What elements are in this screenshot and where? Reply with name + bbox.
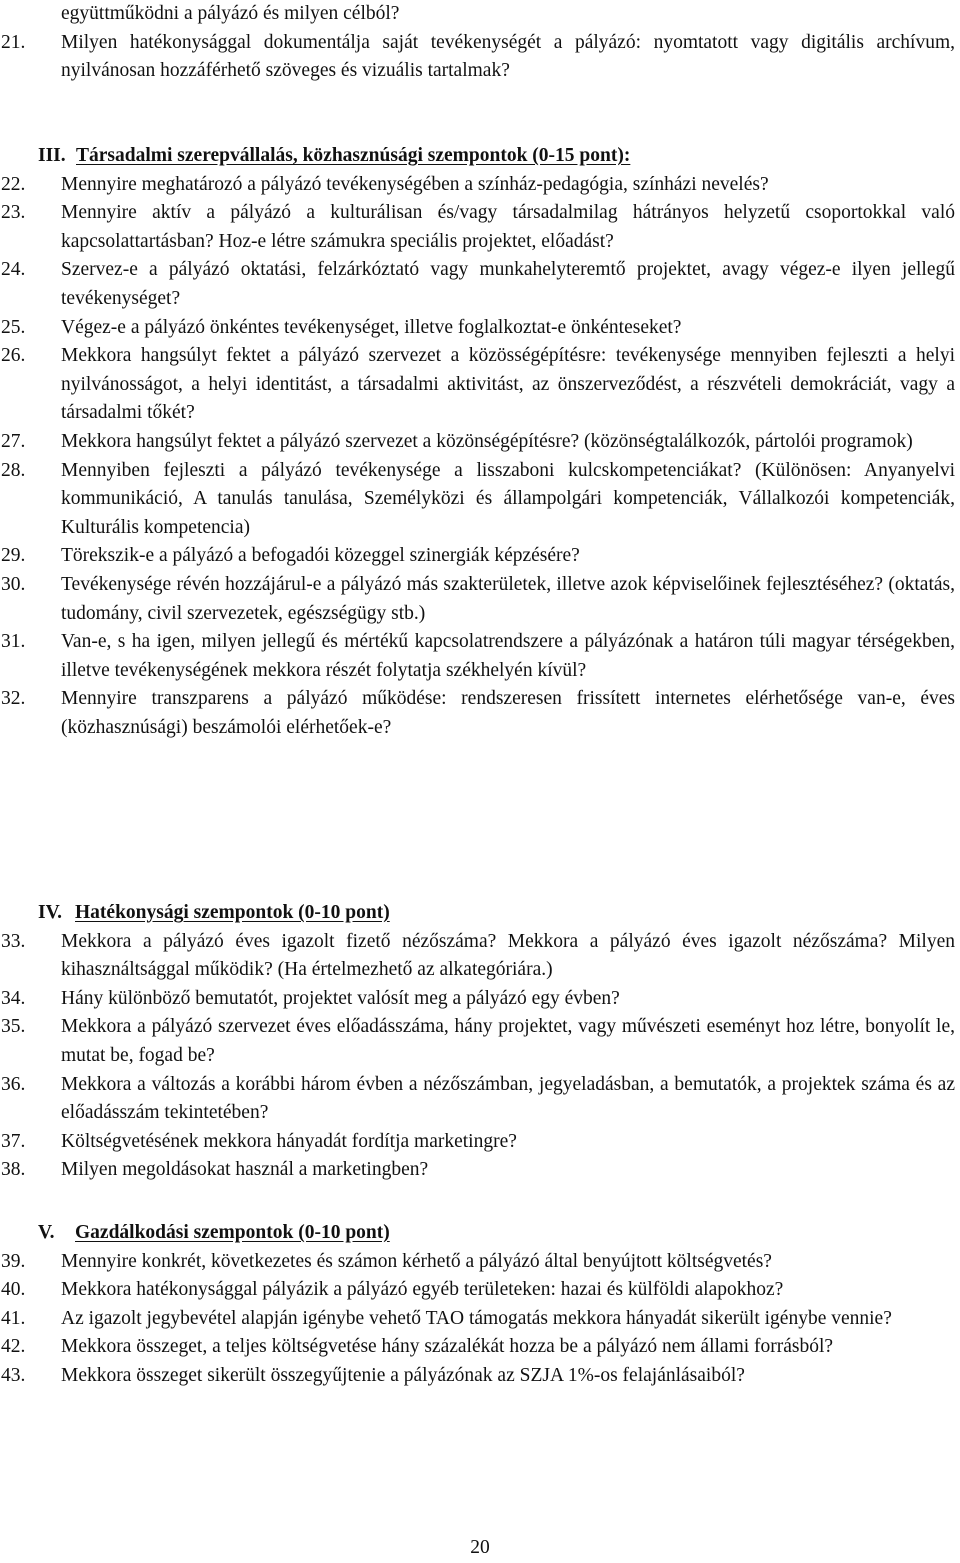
section-heading	[0, 1219, 960, 1248]
section-roman-numeral: IV.	[38, 902, 63, 923]
item-text: Hány különböző bemutatót, projektet valósít meg a pályázó egy évben?	[61, 987, 620, 1009]
section-heading	[0, 142, 960, 171]
list-item	[0, 1013, 960, 1070]
list-item	[0, 342, 960, 428]
list-item	[0, 1305, 960, 1334]
item-text: Mennyire aktív a pályázó a kulturálisan és/vagy társadalmilag hátrányos helyzetű csoportokkal való kapcsolattartásban? Hoz-e létre számukra speciális projektet, előadást?	[61, 202, 955, 252]
item-number: 40.	[1, 1279, 26, 1301]
section-heading	[0, 899, 960, 928]
item-text: Mennyiben fejleszti a pályázó tevékenysége a lisszaboni kulcskompetenciákat? (Különösen: Anyanyelvi kommunikáció, A tanulás tanulása, Személyközi és állampolgári kompetenciák, Vállalkozói kompetenciák, Kulturális kompetencia)	[61, 459, 955, 538]
list-item	[0, 1248, 960, 1277]
list-item	[0, 685, 960, 742]
list-item	[0, 1362, 960, 1391]
continuation-line: együttműködni a pályázó és milyen célból?	[61, 3, 400, 24]
item-number: 39.	[1, 1250, 26, 1272]
item-number: 24.	[1, 259, 26, 281]
section-iv	[0, 899, 960, 1185]
list-item	[0, 571, 960, 628]
list-item	[0, 628, 960, 685]
item-text: Törekszik-e a pályázó a befogadói közeggel szinergiák képzésére?	[61, 545, 580, 567]
list-item	[0, 457, 960, 543]
item-number: 27.	[1, 430, 26, 452]
item-number: 29.	[1, 545, 26, 567]
list-item	[0, 1156, 960, 1185]
list-item	[0, 542, 960, 571]
top-item-list	[0, 29, 960, 86]
item-text: Mekkora összeget sikerült összegyűjtenie a pályázónak az SZJA 1%-os felajánlásaiból?	[61, 1364, 745, 1386]
item-text: Milyen hatékonysággal dokumentálja saját tevékenységét a pályázó: nyomtatott vagy digitális archívum, nyilvánosan hozzáférhető szöveges és vizuális tartalmak?	[61, 31, 955, 82]
section-roman-numeral: III.	[38, 145, 66, 166]
item-text: Mekkora hatékonysággal pályázik a pályázó egyéb területeken: hazai és külföldi alapokhoz?	[61, 1279, 784, 1301]
section-roman-numeral: V.	[38, 1222, 55, 1243]
item-number: 41.	[1, 1307, 26, 1329]
list-item	[0, 256, 960, 313]
list-item	[0, 314, 960, 343]
item-text: Mekkora a pályázó éves igazolt fizető nézőszáma? Mekkora a pályázó éves igazolt nézőszáma? Milyen kihasználtsággal működik? (Ha értelmezhető az alkategóriára.)	[61, 930, 955, 981]
item-number: 28.	[1, 459, 26, 481]
item-number: 32.	[1, 688, 26, 710]
section-iii	[0, 142, 960, 742]
item-text: Mekkora hangsúlyt fektet a pályázó szervezet a közönségépítésre? (közönségtalálkozók, pártolói programok)	[61, 430, 913, 452]
item-text: Költségvetésének mekkora hányadát fordítja marketingre?	[61, 1130, 517, 1152]
item-text: Van-e, s ha igen, milyen jellegű és mértékű kapcsolatrendszere a pályázónak a határon túli magyar térségekben, illetve tevékenységének mekkora részét folytatja székhelyén kívül?	[61, 631, 955, 681]
list-item	[0, 199, 960, 256]
item-text: Mekkora hangsúlyt fektet a pályázó szervezet a közösségépítésre: tevékenysége mennyiben fejleszti a helyi nyilvánosságot, a helyi identitást, a társadalmi aktivitást, az önszerveződést, a részvételi demokráciát, vagy a társadalmi tőkét?	[61, 345, 955, 424]
item-text: Az igazolt jegybevétel alapján igénybe vehető TAO támogatás mekkora hányadát sikerült igénybe vennie?	[61, 1307, 892, 1329]
list-item	[0, 29, 960, 86]
item-number: 30.	[1, 573, 26, 595]
list-item	[0, 171, 960, 200]
section-v	[0, 1219, 960, 1391]
item-number: 38.	[1, 1159, 26, 1181]
item-text: Mennyire meghatározó a pályázó tevékenységében a színház-pedagógia, színházi nevelés?	[61, 173, 769, 195]
page-number: 20	[470, 1537, 490, 1558]
item-text: Mekkora összeget, a teljes költségvetése hány százalékát hozza be a pályázó nem állami forrásból?	[61, 1336, 834, 1358]
item-number: 36.	[1, 1073, 26, 1095]
section-title: Társadalmi szerepvállalás, közhasznúsági szempontok (0-15 pont):	[76, 145, 631, 166]
list-item	[0, 1276, 960, 1305]
item-number: 21.	[1, 31, 26, 53]
item-text: Mennyire transzparens a pályázó működése: rendszeresen frissített internetes elérhetősége van-e, éves (közhasznúsági) beszámolói elérhetőek-e?	[61, 688, 955, 738]
list-item	[0, 1333, 960, 1362]
item-number: 22.	[1, 173, 26, 195]
list-item	[0, 428, 960, 457]
section-title: Hatékonysági szempontok (0-10 pont)	[75, 902, 390, 923]
section-title: Gazdálkodási szempontok (0-10 pont)	[75, 1222, 390, 1243]
item-text: Végez-e a pályázó önkéntes tevékenységet, illetve foglalkoztat-e önkénteseket?	[61, 316, 682, 338]
item-text: Tevékenysége révén hozzájárul-e a pályázó más szakterületek, illetve azok képviselőinek fejlesztéséhez? (oktatás, tudomány, civil szervezetek, egészségügy stb.)	[61, 573, 955, 624]
item-number: 23.	[1, 202, 26, 224]
item-number: 42.	[1, 1336, 26, 1358]
item-number: 43.	[1, 1364, 26, 1386]
item-number: 34.	[1, 987, 26, 1009]
item-text: Mekkora a pályázó szervezet éves előadásszáma, hány projektet, vagy művészeti eseményt hoz létre, bonyolít le, mutat be, fogad be?	[61, 1016, 955, 1066]
item-text: Szervez-e a pályázó oktatási, felzárkóztató vagy munkahelyteremtő projektet, avagy végez-e ilyen jellegű tevékenységet?	[61, 259, 955, 309]
item-text: Milyen megoldásokat használ a marketingben?	[61, 1159, 429, 1181]
item-number: 25.	[1, 316, 26, 338]
list-item	[0, 928, 960, 985]
list-item	[0, 1071, 960, 1128]
item-number: 31.	[1, 631, 26, 653]
item-number: 26.	[1, 345, 26, 367]
list-item	[0, 1128, 960, 1157]
list-item	[0, 985, 960, 1014]
item-number: 35.	[1, 1016, 26, 1038]
item-text: Mennyire konkrét, következetes és számon kérhető a pályázó által benyújtott költségvetés?	[61, 1250, 772, 1272]
item-text: Mekkora a változás a korábbi három évben a nézőszámban, jegyeladásban, a bemutatók, a projektek száma és az előadásszám tekintetében?	[61, 1073, 955, 1124]
item-number: 37.	[1, 1130, 26, 1152]
item-number: 33.	[1, 930, 26, 952]
